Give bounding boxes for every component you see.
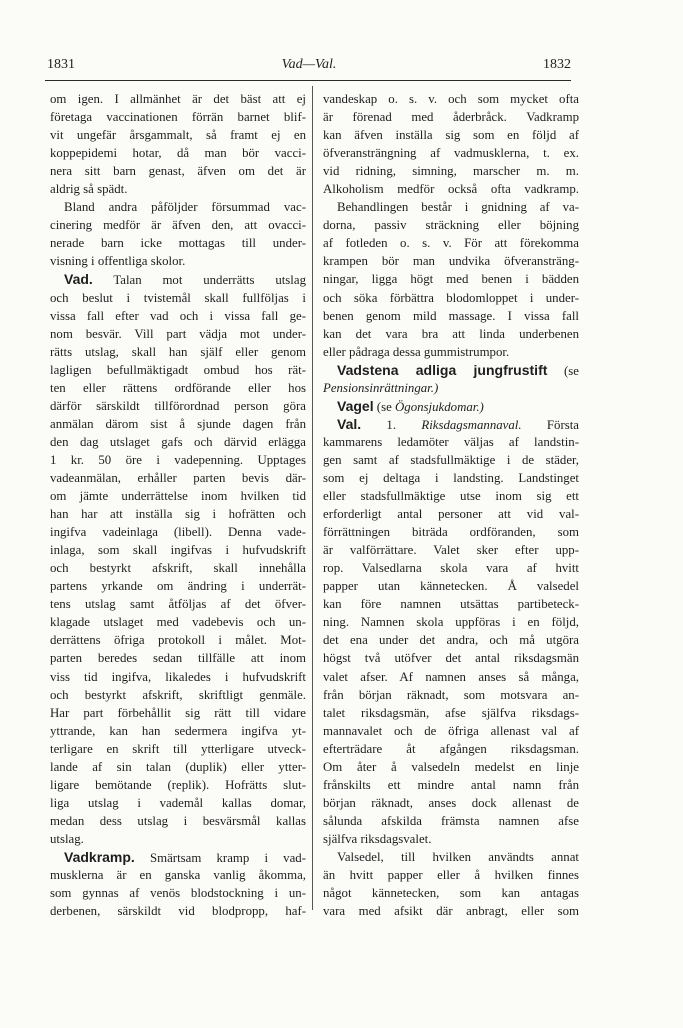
- text-line: [50, 487, 306, 505]
- line-text: erforderligt antal personer att vid val-: [323, 507, 579, 522]
- line-text: cinering medför är äfven den, att ovacci-: [50, 218, 306, 233]
- right-text-column: [323, 90, 579, 920]
- text-line: [323, 595, 579, 613]
- text-line: [50, 162, 306, 180]
- text-line: [323, 559, 579, 577]
- text-line: [323, 379, 579, 397]
- line-text: musklerna är en ganska vanlig åkomma,: [50, 868, 306, 883]
- line-text: vara med afsikt där anbragt, eller som: [323, 904, 579, 919]
- line-text: (se: [373, 399, 395, 414]
- line-text: derrättens öfriga protokoll i målet. Mot-: [50, 633, 306, 648]
- text-line: [323, 523, 579, 541]
- line-text: vadeanmälan, erhåller parten bevis där-: [50, 470, 306, 485]
- text-line: [50, 234, 306, 252]
- line-text: dorna, passiv sträckning eller böjning: [323, 218, 579, 233]
- line-text: än hvitt papper eller å hvilken finnes: [323, 868, 579, 883]
- line-text: derbenen, särskildt vid blodpropp, haf-: [50, 904, 306, 919]
- line-text: mannavalet och de öfriga allenast val af: [323, 723, 579, 738]
- text-line: [323, 866, 579, 884]
- line-text: nera sitt barn genast, äfven om det är: [50, 164, 306, 179]
- line-text: nom besvär. Vill part vädja mot under-: [50, 326, 306, 341]
- line-text: vid ridning, simning, marscher m. m.: [323, 164, 579, 179]
- text-line: [323, 234, 579, 252]
- line-text: själfva riksdagsvalet.: [323, 831, 432, 846]
- text-line: [323, 758, 579, 776]
- text-line: [50, 649, 306, 667]
- line-text: talet riksdagsmän, afse själfva riksdags-: [323, 705, 579, 720]
- text-line: [50, 902, 306, 920]
- text-line: [50, 595, 306, 613]
- text-line: [50, 180, 306, 198]
- text-line: [323, 776, 579, 794]
- text-line: [50, 631, 306, 649]
- line-text: sålunda afskilda främsta namnen afse: [323, 813, 579, 828]
- running-header: [47, 57, 571, 77]
- left-page-number: 1831: [47, 57, 75, 72]
- italic-reference: Ögonsjukdomar.): [395, 399, 484, 414]
- line-text: därför särskildt tillförordnad person göra: [50, 398, 306, 413]
- header-rule: [45, 80, 571, 81]
- line-text: och bestyrkt afskrift, skriftligt genmäle.: [50, 687, 306, 702]
- line-text: lande af sin talan (duplik) eller ytter-: [50, 759, 306, 774]
- text-line: [323, 90, 579, 108]
- line-text: Behandlingen består i gnidning af va-: [337, 200, 579, 215]
- text-line: [50, 343, 306, 361]
- text-line: [50, 686, 306, 704]
- line-text: Första: [521, 417, 579, 432]
- text-line: [50, 252, 306, 270]
- line-text: gen samt af stadsfullmäktige i de städer,: [323, 452, 579, 467]
- line-text: tens utslag samt åtföljas af det öfver-: [50, 597, 306, 612]
- text-line: [323, 198, 579, 216]
- line-text: (se: [547, 363, 579, 378]
- text-line: [323, 469, 579, 487]
- line-text: koppepidemi hotar, då man bör vacci-: [50, 146, 306, 161]
- text-line: [323, 397, 579, 415]
- right-page-number: 1832: [543, 57, 571, 72]
- line-text: ten eller rättens ordförande eller hos: [50, 380, 306, 395]
- text-line: [323, 613, 579, 631]
- text-line: [323, 216, 579, 234]
- line-text: Valsedel, till hvilken användts annat: [337, 849, 579, 864]
- text-line: [323, 794, 579, 812]
- text-line: [323, 451, 579, 469]
- line-text: visning i offentliga skolor.: [50, 254, 186, 269]
- line-text: förrättningen biträda ordföranden, som: [323, 525, 579, 540]
- line-text: vissa fall efter vad och i vissa fall ge-: [50, 308, 306, 323]
- line-text: ning. Namnen skola uppföras i en följd,: [323, 615, 579, 630]
- line-text: papper utan kännetecken. Å valsedel: [323, 579, 579, 594]
- line-text: eller pådraga dessa gummistrumpor.: [323, 344, 510, 359]
- text-line: [50, 740, 306, 758]
- entry-headword: Vagel: [337, 397, 374, 414]
- line-text: och beslut i tvistemål skall fullföljas i: [50, 290, 306, 305]
- line-text: det ena under det andra, och må utgöra: [323, 633, 579, 648]
- text-line: [50, 397, 306, 415]
- line-text: eller stadsfullmäktige utse inom sig ett: [323, 489, 579, 504]
- text-line: [50, 523, 306, 541]
- line-text: Alkoholism medför också ofta vadkramp.: [323, 182, 579, 197]
- line-text: klagade utslaget med vadebevis och un-: [50, 615, 306, 630]
- text-line: [323, 740, 579, 758]
- text-line: [50, 884, 306, 902]
- text-line: [50, 379, 306, 397]
- line-text: något kännetecken, som kan antagas: [323, 886, 579, 901]
- text-line: [50, 126, 306, 144]
- text-line: [323, 649, 579, 667]
- line-text: rop. Valsedlarna skola vara af hvitt: [323, 561, 579, 576]
- line-text: partens yrkande om ändring i underrät-: [50, 579, 306, 594]
- line-text: ningar, ligga högt med benen i bädden: [323, 272, 579, 287]
- text-line: [50, 505, 306, 523]
- text-line: [323, 487, 579, 505]
- text-line: [323, 541, 579, 559]
- line-text: företaga vaccinationen förrän barnet blif-: [50, 110, 306, 125]
- text-line: [323, 812, 579, 830]
- line-text: den dag utslaget gafs och därvid erlägga: [50, 434, 306, 449]
- line-text: som gynnas af venös blodstockning i un-: [50, 886, 306, 901]
- entry-headword: Vad.: [64, 271, 93, 288]
- text-line: [50, 577, 306, 595]
- text-line: [50, 216, 306, 234]
- line-text: liga utslag i vademål kallas domar,: [50, 795, 306, 810]
- left-text-column: [50, 90, 306, 920]
- line-text: inlaga, som skall ingifvas i hufvudskrift: [50, 543, 306, 558]
- line-text: lagligen befullmäktigadt ombud hos rät-: [50, 362, 306, 377]
- text-line: [50, 90, 306, 108]
- text-line: [50, 830, 306, 848]
- text-line: [50, 433, 306, 451]
- line-text: ingifva vadeinlaga (libell). Denna vade-: [50, 525, 306, 540]
- text-line: [323, 252, 579, 270]
- line-text: medan dess utslag i besvärsmål kallas: [50, 813, 306, 828]
- text-line: [50, 451, 306, 469]
- text-line: [50, 270, 306, 288]
- text-line: [50, 325, 306, 343]
- entry-headword: Vadstena adliga jungfrustift: [337, 361, 548, 378]
- italic-reference: Pensionsinrättningar.): [323, 380, 439, 395]
- line-text: Talan mot underrätts utslag: [92, 273, 306, 288]
- line-text: om jämte underrättelse inom hvilken tid: [50, 489, 306, 504]
- line-text: krampen bör man undvika öfveransträng-: [323, 254, 579, 269]
- line-text: ligare bemötande (replik). Hofrätts slut-: [50, 777, 306, 792]
- line-text: efterträdare åt afgången riksdagsman.: [323, 741, 579, 756]
- text-line: [323, 722, 579, 740]
- text-line: [50, 613, 306, 631]
- line-text: kammarens ledamöter väljas af landstin-: [323, 434, 579, 449]
- text-line: [50, 559, 306, 577]
- line-text: valet afser. Af namnen anses så många,: [323, 669, 579, 684]
- line-text: anmälan därom sist å sjunde dagen från: [50, 416, 306, 431]
- text-line: [50, 758, 306, 776]
- text-line: [50, 144, 306, 162]
- line-text: kan det vara bra att linda underbenen: [323, 326, 579, 341]
- text-line: [323, 577, 579, 595]
- line-text: nerade barn icke mottagas till under-: [50, 236, 306, 251]
- text-line: [323, 307, 579, 325]
- line-text: 1 kr. 50 öre i vadepenning. Upptages: [50, 452, 306, 467]
- line-text: rätts utslag, skall han själf eller genom: [50, 344, 306, 359]
- text-line: [50, 361, 306, 379]
- text-line: [323, 144, 579, 162]
- line-text: 1.: [361, 417, 422, 432]
- text-line: [50, 469, 306, 487]
- column-divider: [312, 86, 313, 910]
- text-line: [323, 433, 579, 451]
- text-line: [323, 848, 579, 866]
- text-line: [50, 289, 306, 307]
- line-text: är förenad med åderbråck. Vadkramp: [323, 110, 579, 125]
- text-line: [50, 776, 306, 794]
- text-line: [50, 722, 306, 740]
- text-line: [323, 325, 579, 343]
- text-line: [50, 307, 306, 325]
- line-text: yttrande, kan han sedermera ingifva yt-: [50, 723, 306, 738]
- line-text: öfveransträngning af vadmusklerna, t. ex.: [323, 146, 579, 161]
- text-line: [323, 162, 579, 180]
- line-text: Om åter å valsedeln medelst en linje: [323, 759, 579, 774]
- text-line: [323, 884, 579, 902]
- line-text: som ej deltaga i landsting. Landstinget: [323, 470, 579, 485]
- line-text: från början räknadt, som motsvara an-: [323, 687, 579, 702]
- line-text: parten beredes sedan tillfälle att inom: [50, 651, 306, 666]
- text-line: [323, 704, 579, 722]
- line-text: Bland andra påföljder försummad vac-: [64, 200, 306, 215]
- text-line: [50, 668, 306, 686]
- text-line: [323, 343, 579, 361]
- line-text: benen genom mild massage. I vissa fall: [323, 308, 579, 323]
- text-line: [323, 270, 579, 288]
- text-line: [323, 830, 579, 848]
- text-line: [323, 415, 579, 433]
- line-text: han har att inställa sig i hofrätten och: [50, 507, 306, 522]
- line-text: terligare en skrift till ytterligare utveck-: [50, 741, 306, 756]
- text-line: [323, 180, 579, 198]
- line-text: utslag.: [50, 831, 84, 846]
- text-line: [323, 126, 579, 144]
- line-text: högst två utöfver det antal riksdagsmän: [323, 651, 579, 666]
- line-text: frånskilts ett mindre antal namn från: [323, 777, 579, 792]
- text-line: [50, 794, 306, 812]
- text-line: [323, 902, 579, 920]
- line-text: och söka förbättra blodomloppet i under-: [323, 290, 579, 305]
- text-line: [50, 848, 306, 866]
- text-line: [323, 686, 579, 704]
- text-line: [50, 866, 306, 884]
- entry-headword: Vadkramp.: [64, 848, 135, 865]
- line-text: vit ungefär årsgammalt, så framt ej en: [50, 128, 306, 143]
- running-title: Vad—Val.: [281, 57, 337, 72]
- line-text: är valförrättare. Valet sker efter upp-: [323, 543, 579, 558]
- text-line: [50, 198, 306, 216]
- text-line: [323, 361, 579, 379]
- line-text: af fotleden o. s. v. För att förekomma: [323, 236, 579, 251]
- line-text: vandeskap o. s. v. och som mycket ofta: [323, 92, 579, 106]
- line-text: viss tid ingifva, likaledes i hufvudskrift: [50, 669, 306, 684]
- text-line: [323, 505, 579, 523]
- line-text: början räknadt, anses dock allenast de: [323, 795, 579, 810]
- text-line: [323, 289, 579, 307]
- text-line: [50, 415, 306, 433]
- text-line: [50, 812, 306, 830]
- text-line: [50, 108, 306, 126]
- line-text: kan före namnen utsättas partibeteck-: [323, 597, 579, 612]
- line-text: Smärtsam kramp i vad-: [134, 850, 306, 865]
- line-text: Har part förbehållit sig rätt till vidare: [50, 705, 306, 720]
- text-line: [50, 541, 306, 559]
- line-text: kan äfven inställa sig som en följd af: [323, 128, 579, 143]
- text-line: [323, 108, 579, 126]
- entry-headword: Val.: [337, 415, 362, 432]
- line-text: om igen. I allmänhet är det bäst att ej: [50, 92, 306, 106]
- italic-reference: Riksdagsmannaval.: [421, 417, 522, 432]
- line-text: och bestyrkt afskrift, skall innehålla: [50, 561, 306, 576]
- text-line: [50, 704, 306, 722]
- line-text: aldrig så spädt.: [50, 182, 128, 197]
- text-line: [323, 668, 579, 686]
- text-line: [323, 631, 579, 649]
